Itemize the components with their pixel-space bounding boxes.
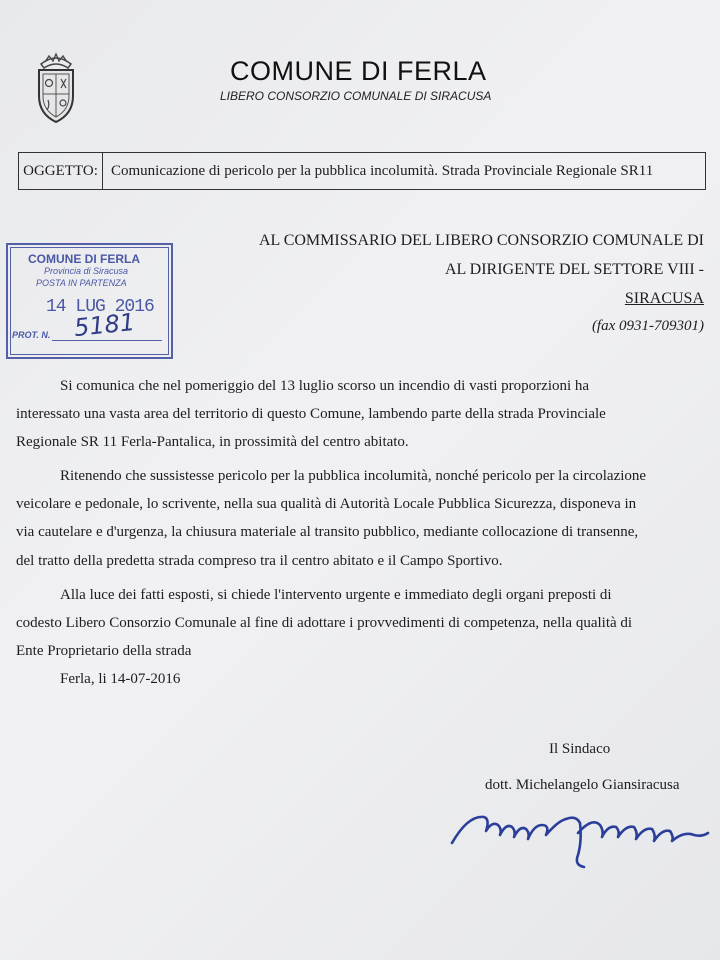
body-line: veicolare e pedonale, lo scrivente, nella sua qualità di Autorità Locale Pubblica Sicurezza, disponeva in bbox=[16, 496, 637, 512]
body-line: via cautelare e d'urgenza, la chiusura materiale al transito pubblico, mediante collocazione di transenne, bbox=[16, 524, 639, 540]
stamp-prot-label: PROT. N. bbox=[12, 330, 51, 340]
body-line: Alla luce dei fatti esposti, si chiede l'intervento urgente e immediato degli organi preposti di bbox=[60, 587, 612, 603]
stamp-municipality: COMUNE DI FERLA bbox=[28, 252, 140, 266]
recipient-fax: (fax 0931-709301) bbox=[591, 318, 704, 334]
stamp-outgoing-mail: POSTA IN PARTENZA bbox=[36, 278, 127, 288]
body-line: Ente Proprietario della strada bbox=[16, 643, 192, 659]
body-line: codesto Libero Consorzio Comunale al fine di adottare i provvedimenti di competenza, nella qualità di bbox=[16, 615, 633, 631]
stamp-prot-number: 5181 bbox=[72, 307, 137, 343]
body-line: Regionale SR 11 Ferla-Pantalica, in prossimità del centro abitato. bbox=[16, 434, 409, 450]
body-line: del tratto della predetta strada compreso tra il centro abitato e il Campo Sportivo. bbox=[16, 553, 503, 569]
handwritten-signature bbox=[446, 795, 716, 870]
page-title: COMUNE DI FERLA bbox=[230, 56, 487, 86]
recipient-city: SIRACUSA bbox=[624, 290, 704, 307]
signatory-name: dott. Michelangelo Giansiracusa bbox=[485, 777, 680, 793]
date-line: Ferla, li 14-07-2016 bbox=[60, 671, 181, 687]
coat-of-arms-icon bbox=[33, 52, 79, 124]
subject-box bbox=[18, 152, 706, 190]
stamp-number-line bbox=[52, 340, 162, 341]
body-line: interessato una vasta area del territorio di questo Comune, lambendo parte della strada Provinciale bbox=[16, 406, 606, 422]
stamp-date: 14 LUG 2016 bbox=[46, 297, 154, 317]
signatory-role: Il Sindaco bbox=[549, 741, 611, 757]
subject-text: Comunicazione di pericolo per la pubblica incolumità. Strada Provinciale Regionale SR11 bbox=[111, 162, 654, 179]
body-line: Ritenendo che sussistesse pericolo per la pubblica incolumità, nonché pericolo per la circolazione bbox=[60, 468, 647, 484]
recipient-line-2: AL DIRIGENTE DEL SETTORE VIII - bbox=[444, 261, 704, 278]
recipient-line-1: AL COMMISSARIO DEL LIBERO CONSORZIO COMUNALE DI bbox=[258, 232, 704, 249]
page-subtitle: LIBERO CONSORZIO COMUNALE DI SIRACUSA bbox=[220, 89, 492, 103]
stamp-province: Provincia di Siracusa bbox=[44, 266, 129, 276]
body-line: Si comunica che nel pomeriggio del 13 luglio scorso un incendio di vasti proporzioni ha bbox=[60, 378, 590, 394]
subject-label: OGGETTO: bbox=[19, 153, 103, 189]
protocol-stamp bbox=[6, 243, 173, 359]
